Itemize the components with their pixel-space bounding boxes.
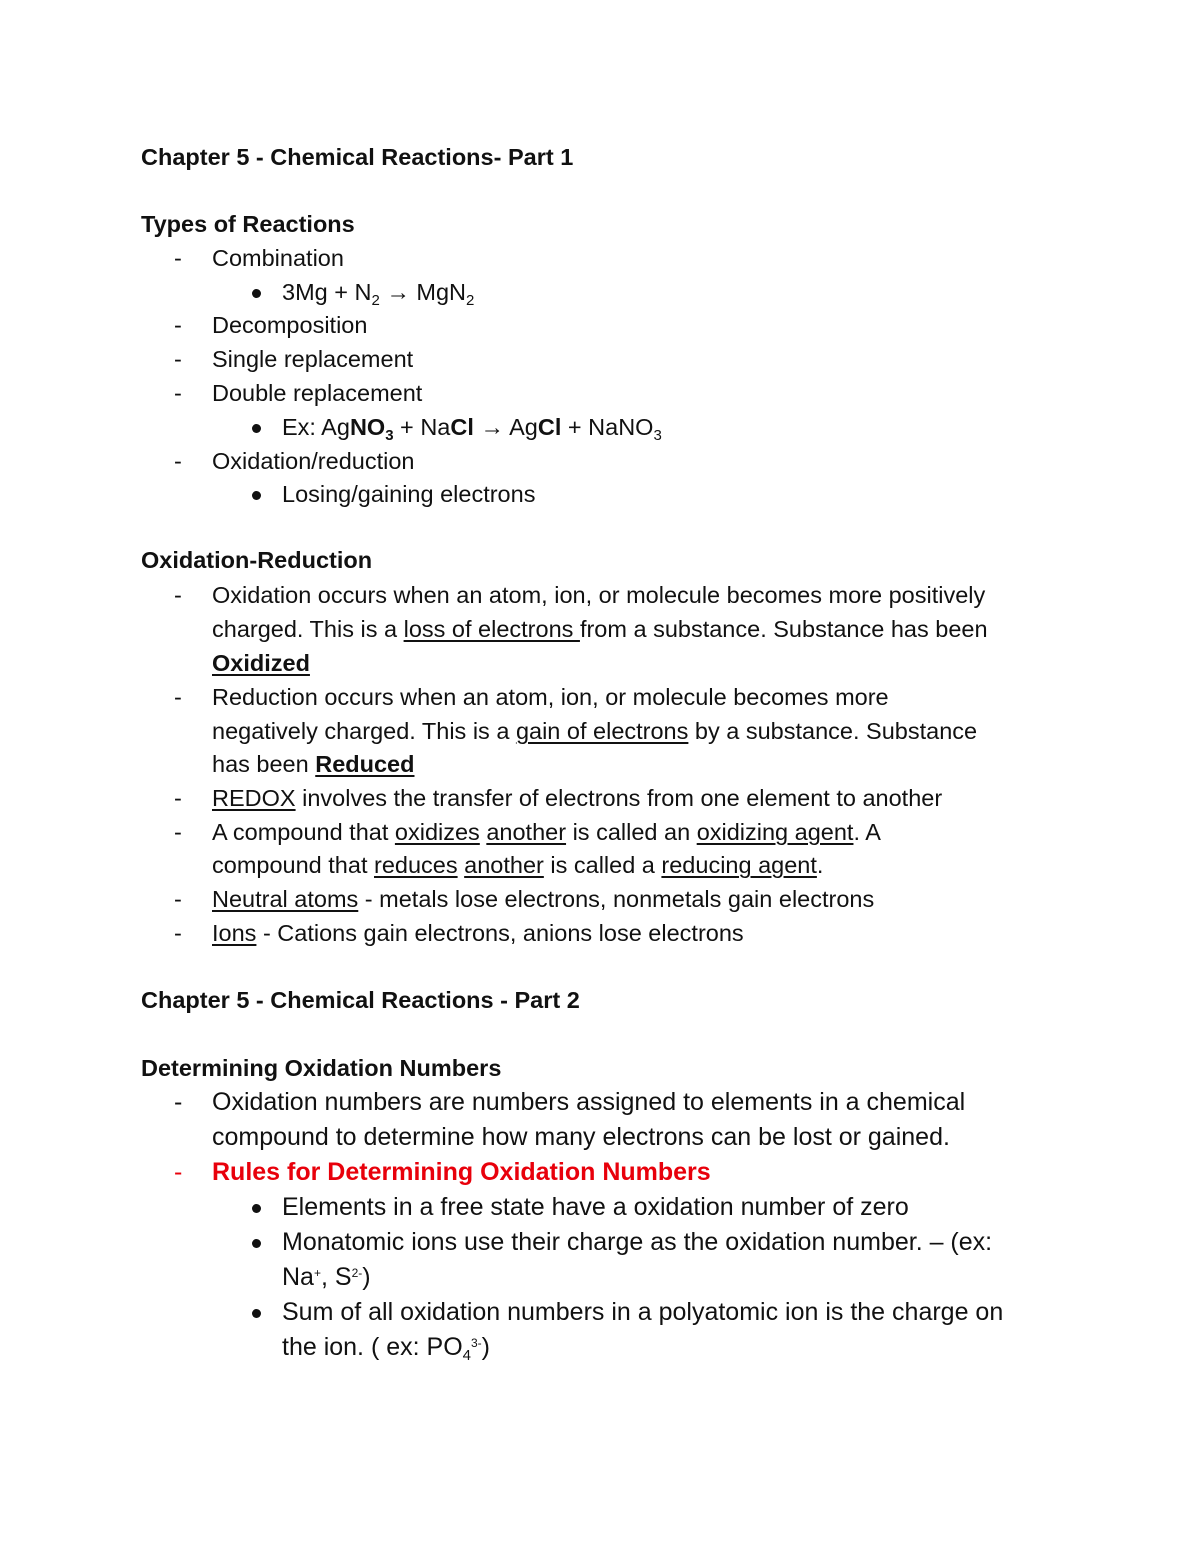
rule-monatomic-line-2: Na+, $S^{2-}$) [282, 1263, 371, 1291]
bullet-icon [252, 491, 261, 500]
heading-determining-oxidation-numbers: Determining Oxidation Numbers [141, 1055, 502, 1081]
bullet-icon [252, 1204, 261, 1213]
list-marker: - [174, 819, 182, 845]
list-marker: - [174, 785, 182, 811]
list-marker: - [174, 920, 182, 946]
list-marker: - [174, 448, 182, 474]
bullet-icon [252, 1239, 261, 1248]
oxidation-numbers-line-1: Oxidation numbers are numbers assigned to elements in a chemical [212, 1088, 966, 1116]
list-marker: - [174, 1158, 183, 1186]
rules-heading: Rules for Determining Oxidation Numbers [212, 1158, 711, 1186]
list-marker: - [174, 1088, 183, 1116]
list-item-oxidation-reduction: Oxidation/reduction [212, 448, 415, 474]
list-marker: - [174, 582, 182, 608]
ions-line: Ions - Cations gain electrons, anions lose electrons [212, 920, 744, 946]
list-marker: - [174, 245, 182, 271]
equation-double-replacement: Ex: AgNO$_3$ + NaCl → AgCl + NaNO$_3$ [282, 414, 662, 444]
chapter-title-part2: Chapter 5 - Chemical Reactions - Part 2 [141, 987, 580, 1013]
heading-types-of-reactions: Types of Reactions [141, 211, 355, 237]
list-item-decomposition: Decomposition [212, 312, 368, 338]
reduction-line-2: negatively charged. This is a gain of electrons by a substance. Substance [212, 718, 978, 744]
list-marker: - [174, 346, 182, 372]
redox-line: REDOX involves the transfer of electrons from one element to another [212, 785, 943, 811]
oxidation-line-2: charged. This is a loss of electrons from a substance. Substance has been [212, 616, 988, 642]
rule-monatomic-line-1: Monatomic ions use their charge as the oxidation number. – (ex: [282, 1228, 993, 1256]
bullet-icon [252, 1309, 261, 1318]
list-marker: - [174, 684, 182, 710]
list-marker: - [174, 380, 182, 406]
list-item-combination: Combination [212, 245, 344, 271]
neutral-atoms-line: Neutral atoms - metals lose electrons, nonmetals gain electrons [212, 886, 875, 912]
rule-free-state: Elements in a free state have a oxidation number of zero [282, 1193, 909, 1221]
list-item-double-replacement: Double replacement [212, 380, 423, 406]
chapter-title-part1: Chapter 5 - Chemical Reactions- Part 1 [141, 144, 574, 170]
equation-combination: $3Mg + N_2 \to MgN_2$ [282, 279, 475, 309]
oxidized-term: Oxidized [212, 650, 310, 676]
bullet-icon [252, 289, 261, 298]
rule-polyatomic-line-1: Sum of all oxidation numbers in a polyatomic ion is the charge on [282, 1298, 1004, 1326]
bullet-icon [252, 424, 261, 433]
rule-polyatomic-line-2: the ion. ( ex: $PO_4^{3-}$) [282, 1333, 490, 1364]
list-marker: - [174, 312, 182, 338]
oxidation-line-1: Oxidation occurs when an atom, ion, or molecule becomes more positively [212, 582, 986, 608]
oxidation-numbers-line-2: compound to determine how many electrons can be lost or gained. [212, 1123, 950, 1151]
heading-oxidation-reduction: Oxidation-Reduction [141, 547, 373, 573]
reduction-line-3: has been Reduced [212, 751, 415, 777]
agent-line-1: A compound that oxidizes another is called an oxidizing agent. A [212, 819, 881, 845]
reduction-line-1: Reduction occurs when an atom, ion, or molecule becomes more [212, 684, 889, 710]
agent-line-2: compound that reduces another is called a reducing agent. [212, 852, 824, 878]
list-item-single-replacement: Single replacement [212, 346, 414, 372]
list-item-losing-gaining: Losing/gaining electrons [282, 481, 536, 507]
list-marker: - [174, 886, 182, 912]
